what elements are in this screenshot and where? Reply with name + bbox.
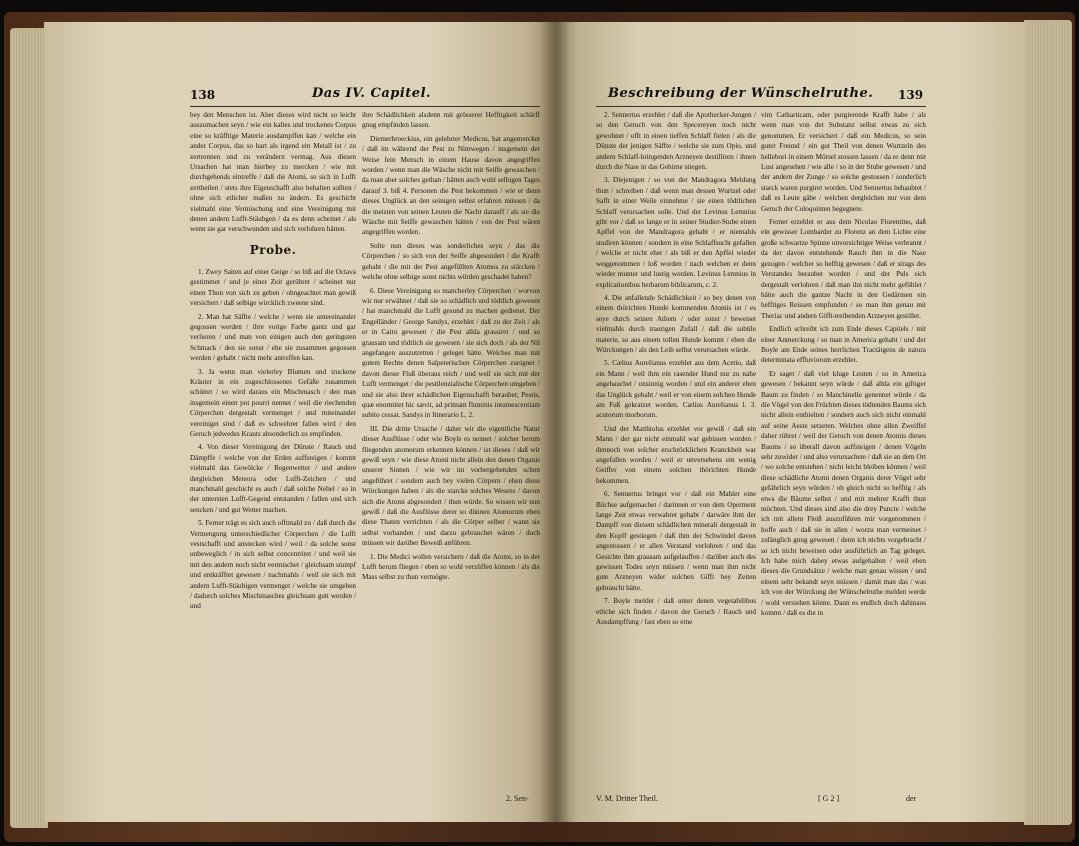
left-col2-para-3: Solte nun dieses was sonderliches seyn / das die Cörperchen / so sich von der Seiffe abgesondert / die Krafft gehabt / die mit der Pest angefüllten Atomos zu stärcken / welche ohne selbige sonst nichts würden geschadet haben? [362, 241, 540, 282]
right-catchword: der [906, 794, 917, 803]
section-heading-probe: Probe. [249, 242, 297, 257]
right-column-2 [761, 110, 926, 790]
probe-item-3: 3. Ja wenn man vielerley Blumen und truckene Kräuter in ein zugeschlossenes Gefäße zusammen schüttet / so wird daraus ein Mischmasch / den man insgemein einen pot pourri nennet / weil die riechenden Cörperchen dergestalt vermenget / und miteinander vereiniget sind / daß es schwehrer fallen wird / den Geruch jedwedes Krauts absonderlich zu empfinden. [190, 367, 356, 438]
left-running-head: Das IV. Capitel. [312, 86, 432, 101]
right-col1-para-1: 2. Sennertus erzehlet / daß die Apothecker-Jungen / so den Geruch von den Specereyen noch nicht gewohnet / offt in einen tieffen Schlaff fielen / als die Dünste der jenigen Säffte / welche sie zum Opio, und andern Schlaff-bringenden Arzneyen destilliren / ihnen durch die Nase in das Gehirne stiegen. [596, 111, 756, 172]
page-edges-left [10, 28, 48, 828]
right-col1-para-4: 5. Cælius Aurelianus erzehlet aus dem Acetio, daß ein Mann / weil ihm ein rasender Hund nur zu nahe angehauchet / unsinnig worden / und ein anderer eben das Unglück gehabt / weil er von einem solchen Hunde am Fuß gekratzet worden. Cælius Aurelianus l. 3. acutorum morborum. [596, 359, 756, 420]
left-col2-para-1: ihre Schädlichkeit alsdenn mit grösserer Hefftigkeit schärff gnug empfinden lassen. [362, 111, 540, 130]
right-running-head: Beschreibung der Wünschelruthe. [608, 86, 874, 101]
right-page [556, 22, 1026, 822]
right-col1-para-6: 6. Sennertus bringet vor / daß ein Mahler eine Büchse aufgemachet / darinnen er von dem Operment lange Zeit etwas verwahret gehabt / darwäre ihm der Dampff von diesem schädlichen minerali dergestalt in den Kopff gestiegen / daß ihm der Schwindel davon angestossen / er allen Verstand verlohren / und das Gesichte ihm grausam aufgelauffen / darüber auch des gewissen Todes seyn müssen / wenn man ihm nicht gute Arzneyen wider solchen Gifft bey Zeiten gebraucht hätte. [596, 490, 756, 592]
right-head-rule [596, 106, 926, 107]
right-col1-para-3: 4. Die anfallende Schädlichkeit / so bey denen von einem thörichten Hunde kommenden Atomis ist / es seye durch seinen Athem / oder sonst / beweiset vielmahls durch traurigen Zufall / daß die subtile materie, so aus einem tollen Hunde kommt / eben die Würckungen / als den Leib selbst verursachen würde. [596, 293, 756, 354]
probe-item-2: 2. Man hat Säffte / welche / wenn sie untereinander gegossen werden / ihre vorige Farbe gantz und gar verlieren / und man von einigen auch den geringsten Schmack / den sie sonst / ehe sie zusammen gegossen werden / gehabt / nicht mehr antreffen kan. [190, 312, 356, 363]
left-head-rule [190, 106, 540, 107]
probe-item-5: 5. Ferner trägt es sich auch offtmahl zu / daß durch die Vermengung unterschiedlicher Cörperchen / die Lufft vestschafft und anstecken wird / weil / da solche sonst unbeweglich / in sich selbst concentriret / und weil sie mit den andern noch nicht vermischet / gleichsam stumpf und entkräfftet gewesen / nachmahls / weil sie sich mit andern Lufft-Stäubigen vermenget / welche sie umgeben / dadurch solches Mischmasches gleichsam gutt werden / und [190, 519, 356, 611]
right-col1-para-5: Und der Matthiolus erzehlet vor gewiß / daß ein Mann / der gar nicht einmahl war gebissen worden / dennoch von solcher erschröcklichen Kranckheit war angefallen worden / weil er unversehens ein wenig Geiffer von einem solchen thörichten Hunde bekommen. [596, 424, 756, 485]
probe-item-1: 1. Zwey Saiten auf einer Geige / so biß auf die Octava gestimmet / und je einer Zeit gerühret / scheinet nur einen Thon von sich zu geben / ohngeachtet man gewiß versichert / daß selbige wircklich zweene sind. [190, 267, 356, 308]
left-page [44, 22, 556, 822]
signature-line: V. M. Dritter Theil. [596, 794, 658, 803]
left-catchword: 2. Sen- [506, 794, 529, 803]
left-col1-para-1: bey den Menschen ist. Aber dieses wird nicht so leicht auszumachen seyn / wie ein kaltes und trockenes Corpus eine so kräfftige Materie ausdampffen kan / welche ein ander Corpus, das so hart als irgend ein Metall ist / zu zertrennen und zu verändern vermag. Aus diesen Ursachen hat man hierbey zu mercken / wie mit durchgehends eintreffe / daß die Atomi, so sich in Lufft zertheilen / stets ihre Eigenschafft also behalten sollten / ohne sich etlicher maßen zu ändern. Es geschicht vielmahl eine Vermischung und eine Vereinigung mit denen andern Lufft-Stäubgen / da es denn scheinet / als wenn sie gar verschwunden und sich verlohren hätten. [190, 111, 356, 234]
page-edges-right [1024, 20, 1072, 825]
left-col2-para-2: Diemerbroeckius, ein gelehrter Medicus, hat angemercket / daß im während der Pest zu Nimwegen / insgemein der Weise fein Mensch in einem Hause davon angegriffen worden / wenn man die Wäsche nicht mit Seiffe gewaschen / da man aber solches gethan / hätten auch wohl selbigen Tages darauf 3. biß 4. Personen die Pest bekommen / wie er denn dieses Unglück an den seinigen selbst erfahren müssen / da die meisten von seinen Leuten die Nacht darauff / als sie die Wäsche mit Seiffe gewaschen hätten / von der Pest wären angegriffen worden. [362, 134, 540, 237]
left-page-number: 138 [190, 88, 216, 102]
probe-item-4: 4. Von dieser Vereinigung der Dünste / Rauch und Dämpffe / welche von der Erden auffsteigen / kommt vielmahl das Gewölcke / Regenwetter / und andere dergleichen Meteora oder Lufft-Zeichen / und manchmahl geschicht es auch / daß solche Nebel / so in der untersten Lufft-Gegend entstanden / fallen und sich sencken / und gut Wetter machen. [190, 443, 356, 514]
right-col2-para-3: Endlich schreibt ich zum Ende dieses Capitels / mit einer Anmerckung / so man in America gehabt / und der Boyle am Ende seines herrlichen Tractätgens de natura determinata effluviorum erzehlet. [761, 325, 926, 365]
left-col2-para-5: III. Die dritte Ursache / daher wir die eigentliche Natur dieser Ausflüsse / oder wie Boyle es nennet / solcher herum fliegenden atomorum erkennen können / ist dieses / daß wir gewiß seyn / wie diese Atomi nicht allein den denen Organis unserer Sinnen / wie wir im vorhergehenden schon angeführet / sondern auch bey vielen Cörpern / eben diese Würckungen haben / als die starcke solches Wesens / davon sich die Atomi abgesondert / thun würde. So wissen wir nun gewiß / daß die Ausflüsse derer so dünnen Atomorum eben diese Thaten verrichten / als die Cörper selber / wann sie selbst vorhanden / und darzu gebrauchet wären / doch müssen wir darüber Beweiß anführen. [362, 424, 540, 548]
right-column-1 [596, 110, 756, 790]
left-col2-para-4: 6. Diese Vereinigung so mancherley Cörperchen / worvon wir nur erwähnet / daß sie so schädlich und tödtlich gewesen / hat manchmahl die Lufft gesund zu machen gedienet. Der Engelländer / George Sandys, erzehlet / daß zu der Zeit / als er in Cairo gewesen / die Pest allda grassiret / und so grausam und tödtlich sie gewesen / sie sich doch / als der Nil angefangen auszutretten / geleget hätte. Welches man mit gutem Rechte denen Salpeterischen Cörperchen zueignet / davon dieser Fluß überaus reich / und weil sie sich mit der Lufft vermenget / die pestilenzialische Cörperchen umgeben / und sie also ihrer schädlichen Eigenschafft beraubet; Pestis, quæ enormiter hic sævit, ad primam fluminis intumescentiam subito cessat. Sandys in Itinerario L. 2. [362, 286, 540, 420]
left-column-1 [190, 110, 356, 800]
right-col2-para-2: Ferner erzehlet er aus dem Nicolao Florentino, daß ein gewisser Lombarder zu Florenz an dem Lichte eine große schwartze Spinne unvorsichtiger Weise verbrannt / da der davon entstehende Rauch ihm in die Nase gezogen / welcher so hefftig gewesen / daß er strags des Verstandes beraubet worden / und der Puls sich dergestalt verlohren / daß man ihn nicht mehr gefühlet / hätte auch die gantze Nacht in den Gedärmen ein hefftiges Reissen empfunden / so man ihm genau mit Theriac und andern Gifft-treibenden Arzneyen gestillet. [761, 218, 926, 320]
left-column-2 [362, 110, 540, 800]
right-col2-para-1: vim Catharticam, oder purgierende Krafft habe / als wenn man von der Substanz selbst etwas zu sich genommen. Er versichert / daß ein Medicus, so sein guter Freund / ein gut Theil von denen Wurtzeln des hellebori in einem Mörsel stossen lassen / da er denn mit Lust angesehen / wie alle / so in der Stube gewesen / und der andern der Zunge / so solche gestossen / sonderlich starck waren purgiret worden. Und Sennertus behaubtet / daß es Leute gäbe / welchen dergleichen nur von dem Geruch der Coloquinten begegnete. [761, 111, 926, 213]
right-page-number: 139 [898, 88, 924, 102]
book-gutter-shadow [540, 22, 570, 822]
left-col2-para-6: 1. Die Medici wollen versichern / daß die Atomi, so in der Lufft herum fliegen / eben so wohl verzüffen können / als die Mass selbst zu thun vermögte. [362, 552, 540, 582]
right-col1-para-7: 7. Boyle meldet / daß unter denen vegetabilibus etliche sich finden / davon der Geruch / Rauch und Ausdampffung / fast eben so eine [596, 597, 756, 627]
signature-mark: [ G 2 ] [818, 794, 840, 803]
right-col1-para-2: 3. Diejenigen / so von der Mandragora Meldung thun / schreiben / daß wenn man dessen Wurtzel oder Safft in einer Weile einnehme / sie einen tödtlichen Schlaff verursachen solle. Und der Levinus Lemnius gibt vor / daß so lange er in seiner Studier-Stube einen Apffel von der Mandragora gehabt / er niemahls studiren können / sondern in eine Schlaffsucht gefallen / welche er nicht eher / als biß er den Apffel wieder weggenommen / loß worden / nach welchen er denn wieder munter und lustig worden. Levinus Lemnius in explicationibus herbarum biblicarum, c. 2. [596, 176, 756, 289]
right-col2-para-4: Er saget / daß viel kluge Leuten / so in America gewesen / bekannt seyn würde / daß allda ein giftiger Baum zu finden / so Manchinelle genennet würde / da die Vögel von den Früchten dieses tödtenden Baums sich nicht allein enthielten / sondern auch sich nicht einmahl auf seine Aeste setzeten. Welches ohne allen Zweiffel daher rühret / weil der Geruch von denen Atomis dieses Baums / so überall davon auffsteigen / denen Vögeln sehr zuwider / und also verursachete / daß sie an dem Ort / wo solche entstehen / nicht leicht bleiben können / weil diese schädliche Atomi denen Organis derer Vögel sehr gefährlich seyn würden / ob gleich nicht so hefftig / als etwa die Bäume selbst / und mit mehrer Krafft thun möchten. Und dieses sind also die drey Puncte / welche ich mit allem Fleiß auszuführen mir vorgenommen / hoffe auch / daß sie in allen / worzu man vermeinet / zulänglich gnug gewesen / denn ich nichts vorgebracht / so ich nicht beweisen oder ausführlich an Tag geleget. Ich habe mich dabey etwas aufgehalten / weil eben dieses die Grundsätze / welche man genau wissen / und einem sehr bekandt seyn müssen / damit man das / was ich von der Würckung der Wünschelruthe melden werde / wohl verstehen könne. Dann es endlich doch dahinaus kommt / daß es die in [761, 369, 926, 618]
